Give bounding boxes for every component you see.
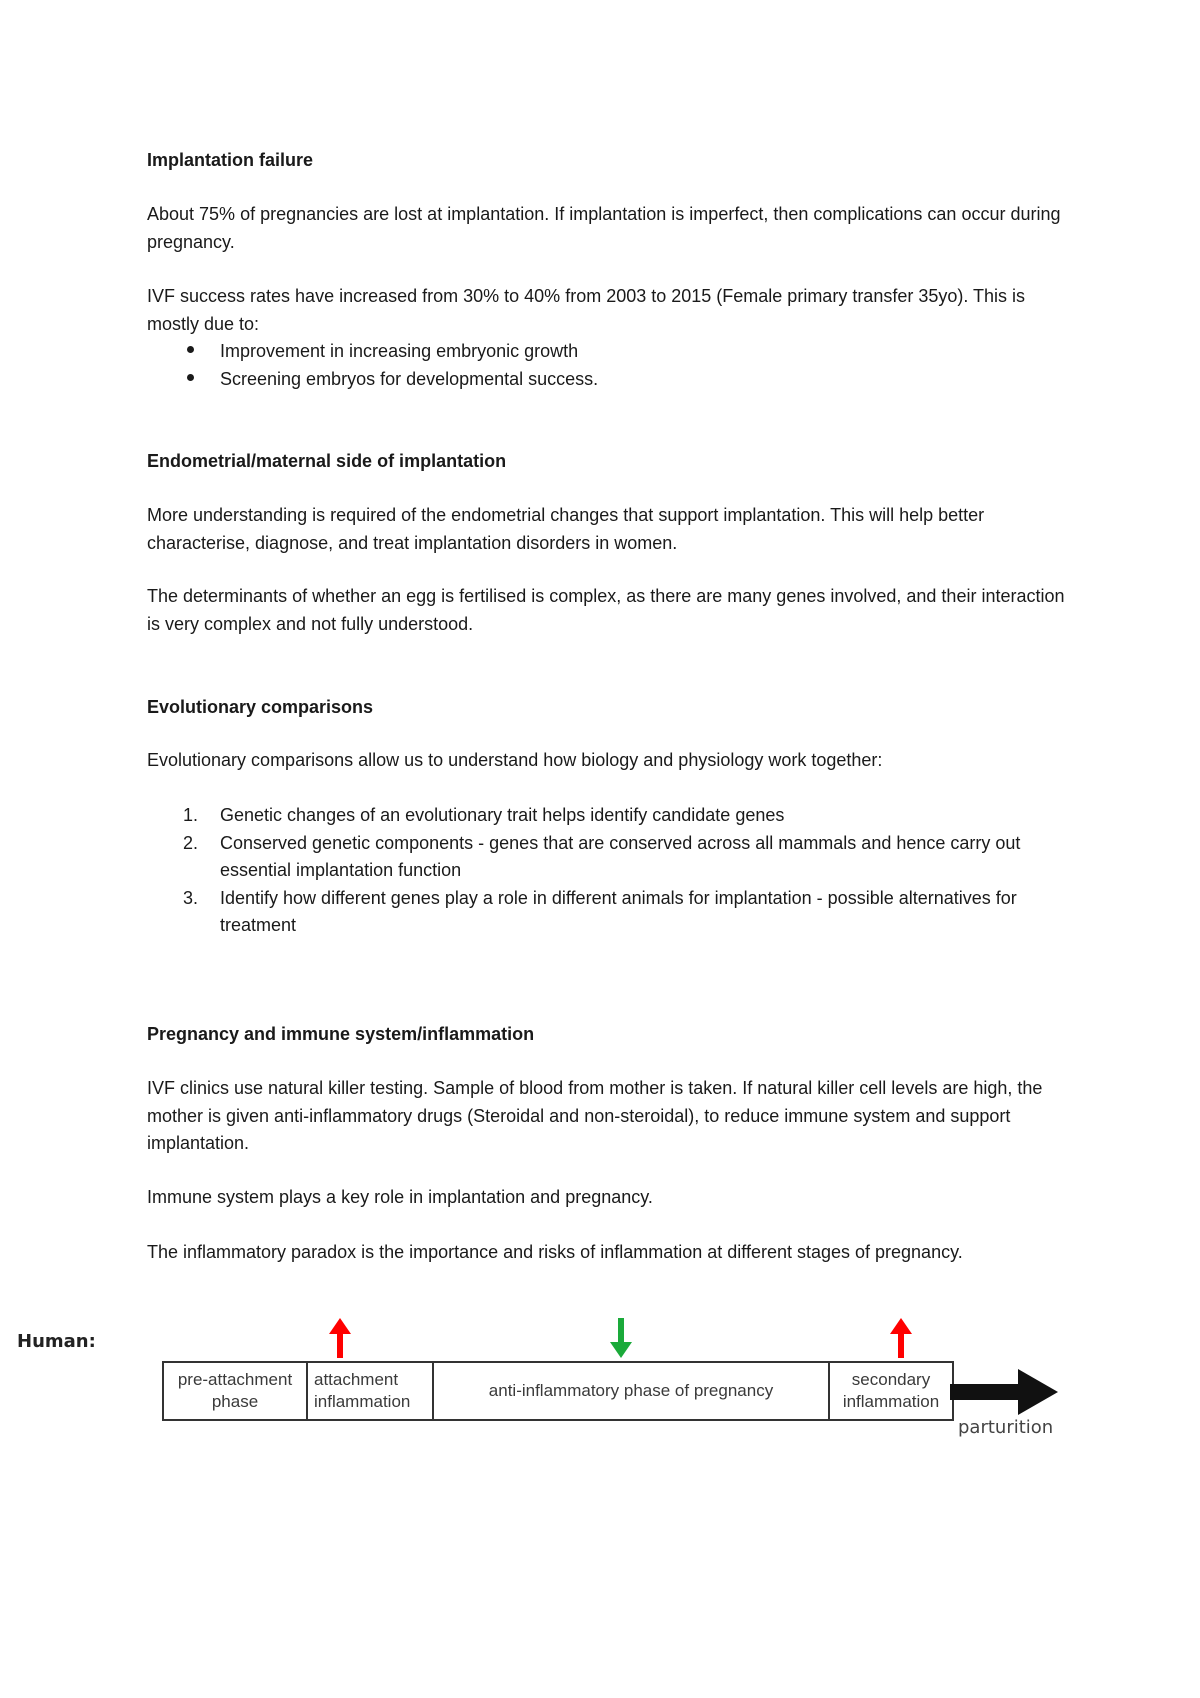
timeline-segment <box>830 1363 952 1419</box>
segment-label: pre-attachment <box>177 1370 293 1389</box>
segment-label: phase <box>211 1392 259 1411</box>
list-number: 3. <box>183 888 199 908</box>
list-number: 1. <box>183 805 199 825</box>
segment-label: inflammation <box>314 1392 411 1411</box>
paragraph: The inflammatory paradox is the importance and risks of inflammation at different stages of pregnancy. <box>147 1242 963 1262</box>
heading-immune: Pregnancy and immune system/inflammation <box>147 1024 535 1044</box>
heading-evolutionary: Evolutionary comparisons <box>147 697 374 717</box>
heading-implantation-failure: Implantation failure <box>147 150 314 170</box>
segment-label: attachment <box>314 1370 399 1389</box>
segment-label: anti-inflammatory phase of pregnancy <box>488 1381 774 1400</box>
timeline-segment <box>164 1363 308 1419</box>
paragraph: More understanding is required of the endometrial changes that support implantation. This will help better characterise, diagnose, and treat implantation disorders in women. <box>147 505 985 553</box>
paragraph: The determinants of whether an egg is fertilised is complex, as there are many genes involved, and their interaction is very complex and not fully understood. <box>147 586 1065 634</box>
list-item-text: Identify how different genes play a role in different animals for implantation - possible alternatives for treatment <box>220 888 1017 935</box>
list-item-text: Improvement in increasing embryonic growth <box>220 341 579 361</box>
paragraph: About 75% of pregnancies are lost at implantation. If implantation is imperfect, then complications can occur during pregnancy. <box>147 204 1061 252</box>
list-item-text: Screening embryos for developmental success. <box>220 369 599 389</box>
timeline-arrow-icon <box>950 1369 1060 1415</box>
list-item-text: Genetic changes of an evolutionary trait helps identify candidate genes <box>220 805 785 825</box>
paragraph: Evolutionary comparisons allow us to understand how biology and physiology work together: <box>147 750 883 770</box>
list-number: 2. <box>183 833 199 853</box>
list-item-text: Conserved genetic components - genes that are conserved across all mammals and hence carry out essential implantation function <box>220 833 1021 880</box>
arrow-down-icon <box>610 1318 632 1358</box>
heading-endometrial: Endometrial/maternal side of implantation <box>147 451 507 471</box>
bullet-icon <box>187 346 194 353</box>
timeline-segment <box>308 1363 434 1419</box>
arrow-up-icon <box>329 1318 351 1358</box>
timeline-segment <box>434 1363 830 1419</box>
paragraph: IVF success rates have increased from 30% to 40% from 2003 to 2015 (Female primary transfer 35yo). This is mostly due to: <box>147 286 1026 334</box>
paragraph: IVF clinics use natural killer testing. Sample of blood from mother is taken. If natural killer cell levels are high, the mother is given anti-inflammatory drugs (Steroidal and non-steroidal), to reduce immune system and support implantation. <box>147 1078 1043 1153</box>
paragraph: Immune system plays a key role in implantation and pregnancy. <box>147 1187 653 1207</box>
segment-label: secondary <box>851 1370 931 1389</box>
parturition-label: parturition <box>958 1417 1054 1438</box>
species-label: Human: <box>17 1331 96 1352</box>
timeline-bar <box>162 1361 954 1421</box>
segment-label: inflammation <box>842 1392 940 1411</box>
arrow-up-icon <box>890 1318 912 1358</box>
bullet-icon <box>187 374 194 381</box>
